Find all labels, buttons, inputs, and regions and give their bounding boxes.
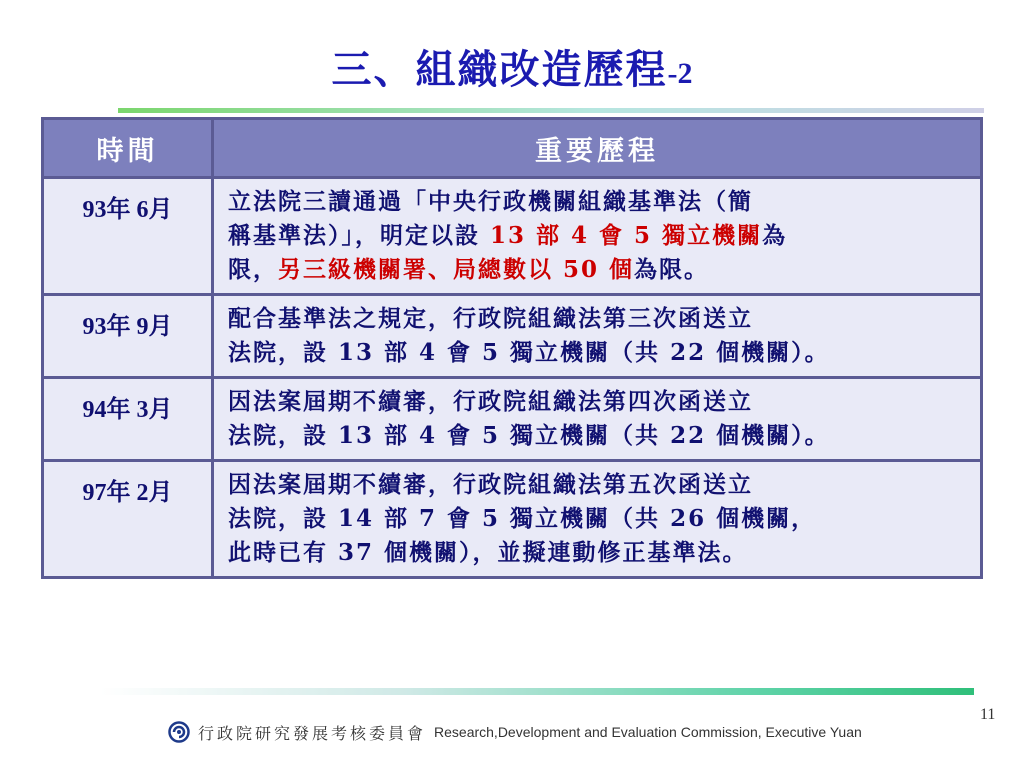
description-text: 立法院三讀通過「中央行政機關組織基準法（簡 (228, 188, 753, 215)
description-text: 因法案屆期不續審，行政院組織法第四次函送立 (228, 388, 753, 415)
table-row (43, 295, 982, 378)
row-date: 97年 2月 (43, 461, 213, 578)
description-line (228, 419, 970, 453)
description-text: 法院，設 13 部 4 會 5 獨立機關（共 22 個機關）。 (228, 422, 830, 449)
header-time: 時間 (43, 119, 213, 178)
table-body (43, 178, 982, 578)
header-milestones: 重要歷程 (213, 119, 982, 178)
title-divider (118, 108, 984, 113)
description-line (228, 336, 970, 370)
row-description (213, 378, 982, 461)
description-line (228, 536, 970, 570)
rdec-logo-icon (168, 721, 190, 743)
page-number: 11 (980, 706, 996, 723)
description-text: 因法案屆期不續審，行政院組織法第五次函送立 (228, 471, 753, 498)
description-line (228, 219, 970, 253)
row-description (213, 461, 982, 578)
table-row (43, 378, 982, 461)
row-description (213, 295, 982, 378)
description-text: 限， (228, 256, 278, 283)
row-date: 94年 3月 (43, 378, 213, 461)
description-line (228, 185, 970, 219)
description-text: 為限。 (634, 256, 710, 283)
table-header-row (43, 119, 982, 178)
slide-title (0, 38, 1024, 95)
table-row (43, 461, 982, 578)
row-description (213, 178, 982, 295)
description-text: 為 (762, 222, 788, 249)
description-text: 法院，設 14 部 7 會 5 獨立機關（共 26 個機關， (228, 505, 817, 532)
description-text: 法院，設 13 部 4 會 5 獨立機關（共 22 個機關）。 (228, 339, 830, 366)
row-date: 93年 9月 (43, 295, 213, 378)
description-line (228, 385, 970, 419)
footer (168, 720, 862, 744)
footer-divider (100, 688, 974, 695)
highlight-text: 另三級機關署、局總數以 50 個 (278, 256, 635, 283)
footer-org-en: Research,Development and Evaluation Commission, Executive Yuan (434, 724, 862, 740)
description-line (228, 468, 970, 502)
highlight-text: 13 部 4 會 5 獨立機關 (490, 222, 763, 249)
description-text: 配合基準法之規定，行政院組織法第三次函送立 (228, 305, 753, 332)
description-text: 稱基準法）」，明定以設 (228, 222, 491, 249)
description-line (228, 302, 970, 336)
table-row (43, 178, 982, 295)
row-date: 93年 6月 (43, 178, 213, 295)
slide-title-suffix: -2 (667, 57, 693, 90)
description-line (228, 253, 970, 287)
slide-title-main: 三、組織改造歷程 (331, 46, 668, 93)
footer-org-zh: 行政院研究發展考核委員會 (198, 723, 427, 743)
description-line (228, 502, 970, 536)
history-table (41, 117, 983, 579)
description-text: 此時已有 37 個機關），並擬連動修正基準法。 (228, 539, 748, 566)
